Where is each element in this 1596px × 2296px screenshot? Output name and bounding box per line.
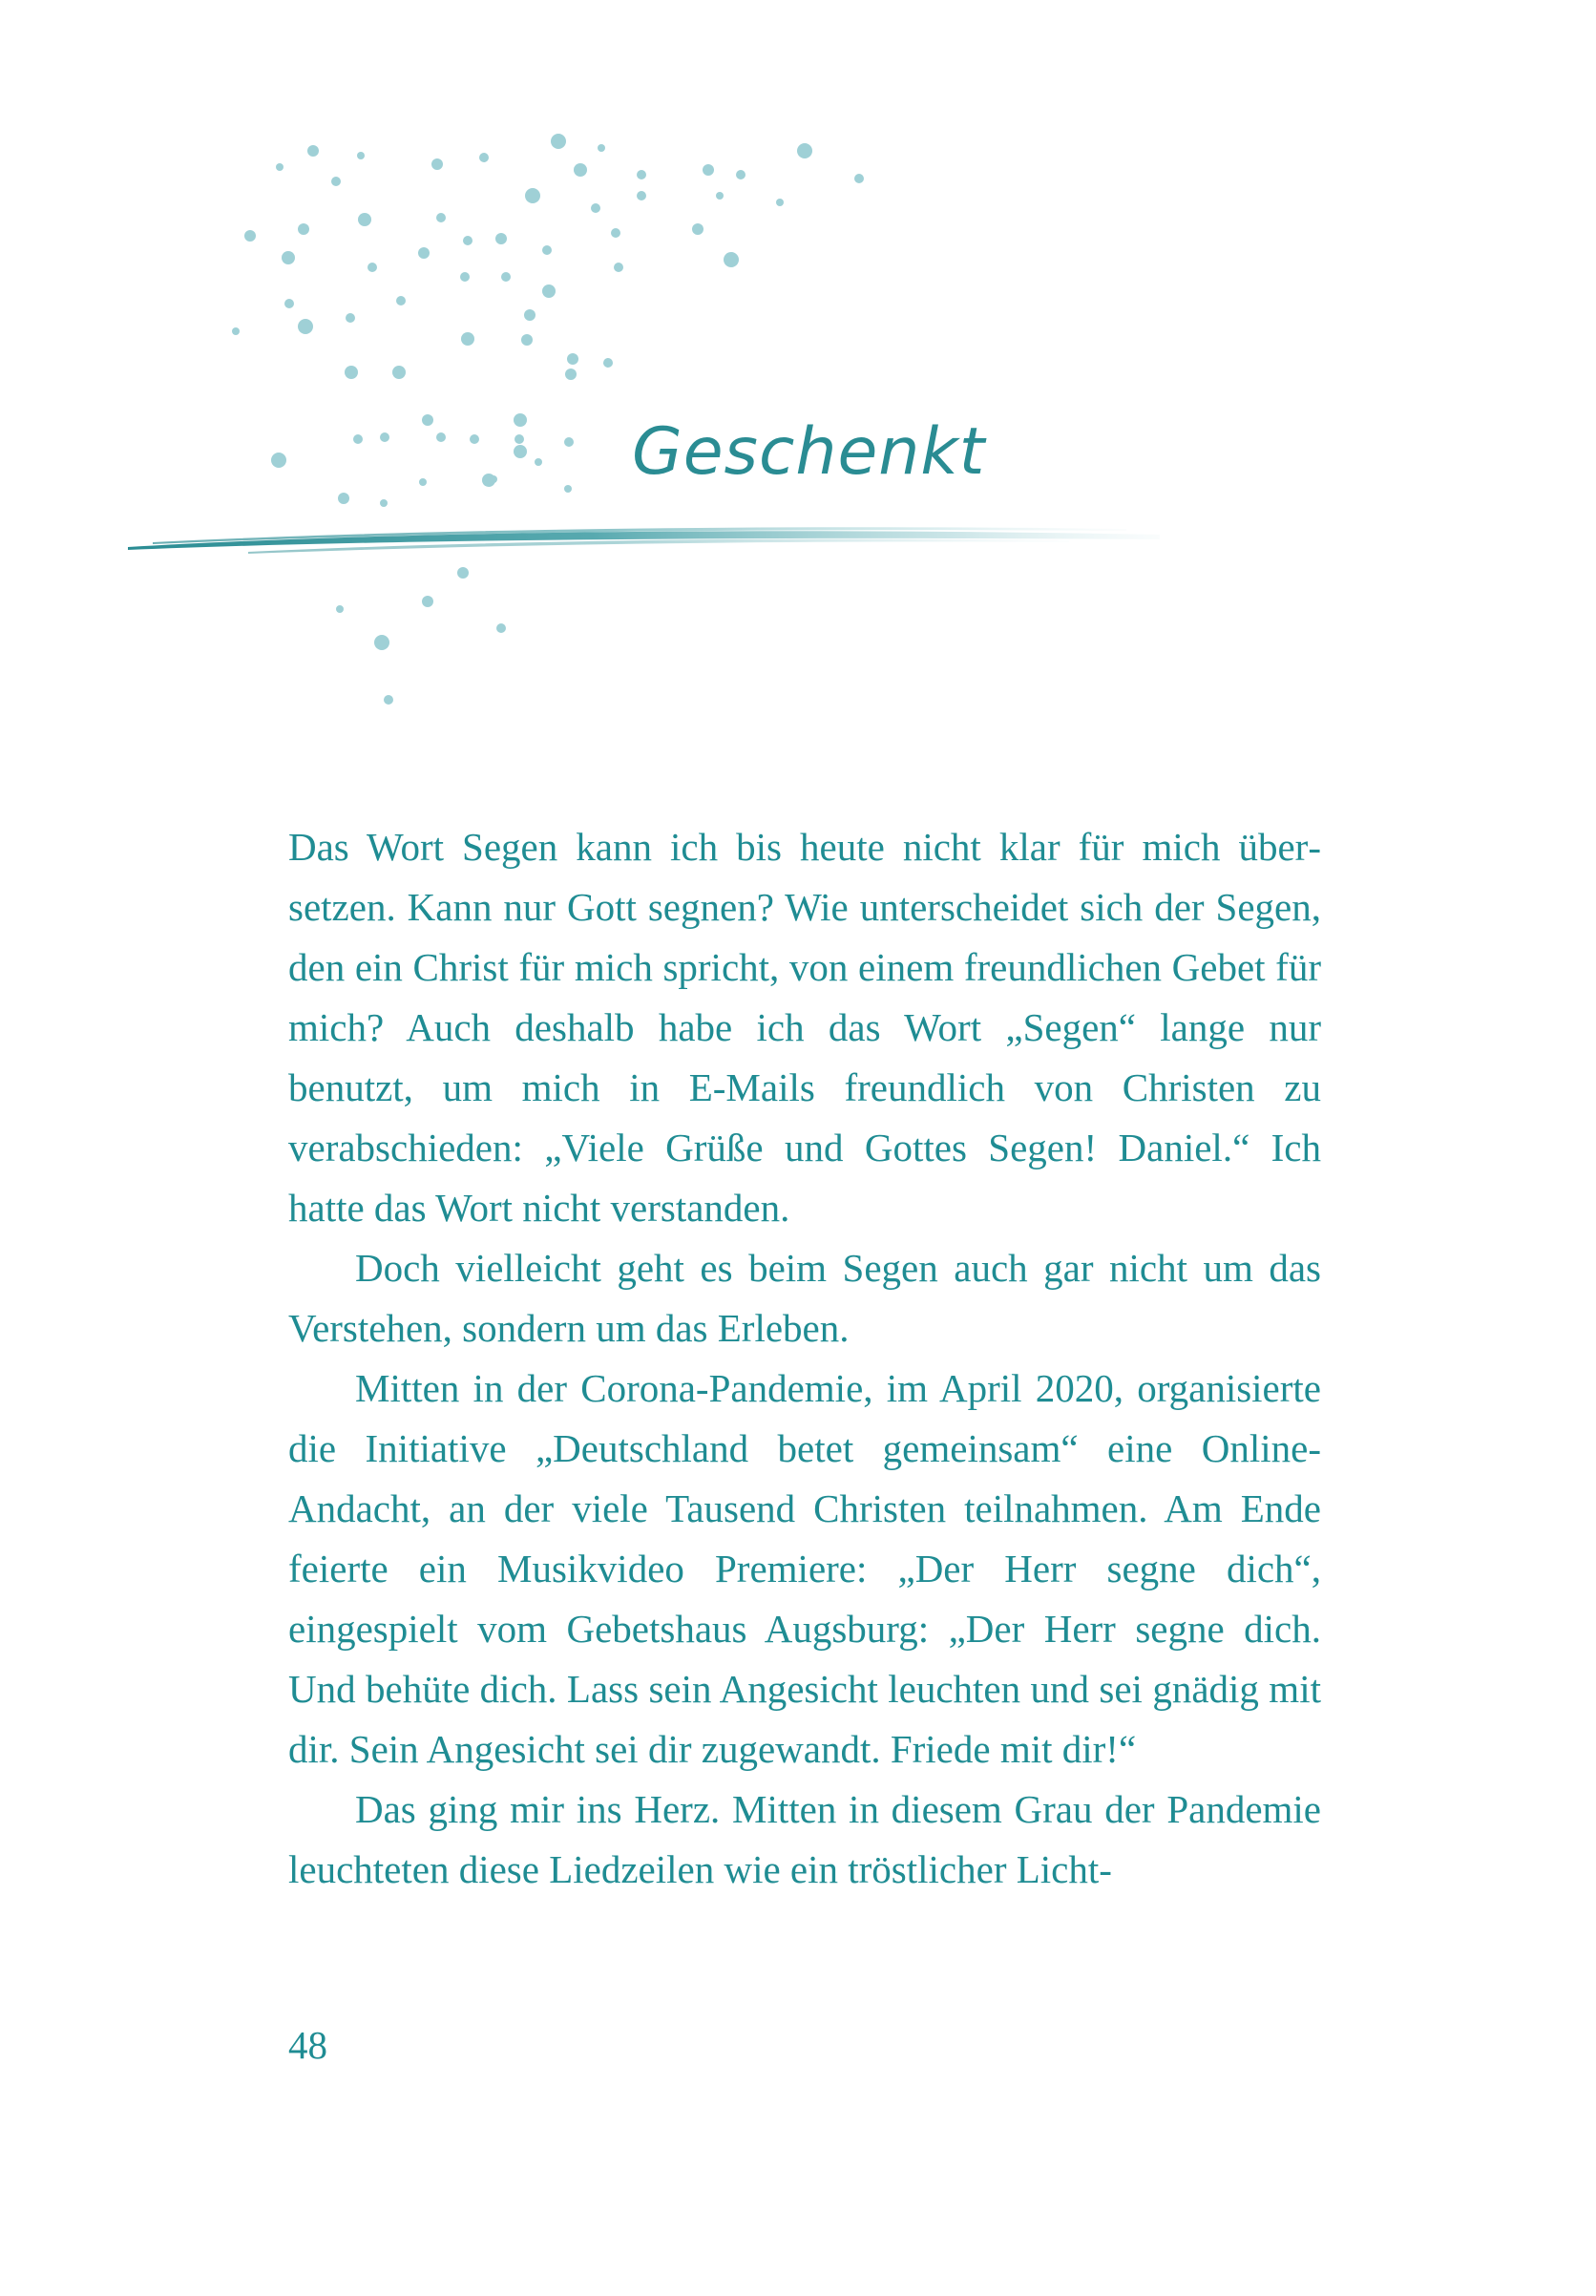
body-text: [288, 817, 1321, 1900]
paragraph: Mitten in der Corona-Pandemie, im April 2020, organisierte die Initiative „Deutschland betet gemeinsam“ eine Online-Andacht, an der viele Tausend Christen teilnahmen. Am Ende feierte ein Musikvideo Premiere: „Der Herr segne dich“, eingespielt vom Gebetshaus Augsburg: „Der Herr segne dich. Und behüte dich. Lass sein Angesicht leuchten und sei gnädig mit dir. Sein Angesicht sei dir zugewandt. Friede mit dir!“: [288, 1366, 1321, 1771]
paragraph: Das Wort Segen kann ich bis heute nicht klar für mich übersetzen. Kann nur Gott segnen? Wie unterscheidet sich der Segen, den ein Christ für mich spricht, von einem freundlichen Gebet für mich? Auch deshalb habe ich das Wort „Segen“ lange nur benutzt, um mich in E-Mails freundlich von Christen zu verabschieden: „Viele Grüße und Gottes Segen! Daniel.“ Ich hatte das Wort nicht verstanden.: [288, 825, 1321, 1230]
paragraph: Doch vielleicht geht es beim Segen auch gar nicht um das Verstehen, sondern um das Erleben.: [288, 1246, 1321, 1350]
brush-stroke-icon: [0, 0, 1596, 726]
chapter-title: Geschenkt: [632, 414, 986, 490]
page-number: 48: [288, 2023, 327, 2067]
paragraph: Das ging mir ins Herz. Mitten in diesem Grau der Pandemie leuchteten diese Liedzeilen wie ein tröstlicher Licht-: [288, 1787, 1321, 1891]
